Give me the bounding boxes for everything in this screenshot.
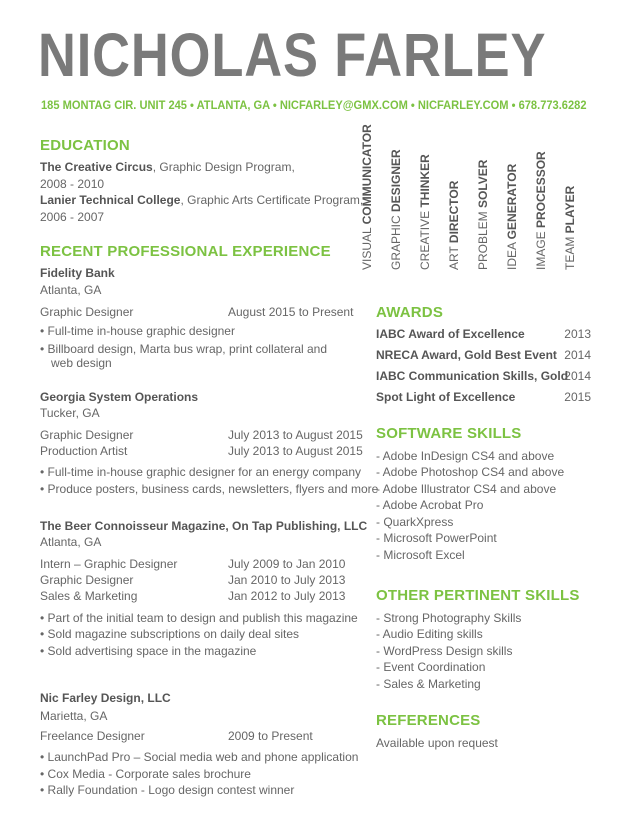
job-bullet-continued: web design — [51, 356, 112, 370]
job-title: Graphic Designer — [40, 305, 134, 319]
software-item: - Microsoft Excel — [376, 548, 465, 562]
award-name: Spot Light of Excellence — [376, 390, 516, 404]
job-dates: August 2015 to Present — [228, 305, 354, 319]
job-title: Freelance Designer — [40, 729, 145, 743]
award-year: 2014 — [564, 369, 591, 383]
job-title: Sales & Marketing — [40, 589, 138, 603]
software-item: - Microsoft PowerPoint — [376, 531, 497, 545]
job-dates: July 2013 to August 2015 — [228, 428, 363, 442]
job-dates: July 2013 to August 2015 — [228, 444, 363, 458]
trait-word: GRAPHIC — [389, 211, 403, 270]
awards-heading: AWARDS — [376, 304, 444, 321]
trait-word: ART — [447, 243, 461, 270]
education-item — [40, 192, 363, 208]
trait-word: IDEA — [505, 239, 519, 270]
school-name: The Creative Circus — [40, 160, 153, 174]
trait-word: PROBLEM — [476, 207, 490, 270]
program-name: , Graphic Design Program, — [152, 160, 295, 174]
software-heading: SOFTWARE SKILLS — [376, 425, 522, 442]
traits-list — [360, 124, 600, 270]
software-item: - QuarkXpress — [376, 515, 454, 529]
references-text: Available upon request — [376, 736, 498, 750]
trait — [418, 154, 432, 270]
award-year: 2014 — [564, 348, 591, 362]
award-name: IABC Communication Skills, Gold — [376, 369, 569, 383]
trait — [505, 164, 519, 270]
job-title: Intern – Graphic Designer — [40, 557, 178, 571]
education-item — [40, 159, 295, 175]
education-years: 2008 - 2010 — [40, 177, 105, 191]
software-item: - Adobe Illustrator CS4 and above — [376, 482, 557, 496]
trait-word-bold: GENERATOR — [505, 163, 519, 240]
company-location: Tucker, GA — [40, 406, 100, 420]
job-title: Graphic Designer — [40, 573, 134, 587]
company-name: The Beer Connoisseur Magazine, On Tap Publishing, LLC — [40, 519, 368, 533]
education-years: 2006 - 2007 — [40, 210, 105, 224]
resume-name: NICHOLAS FARLEY — [38, 21, 547, 89]
trait-word-bold: DIRECTOR — [447, 180, 461, 244]
job-title: Production Artist — [40, 444, 128, 458]
skill-item: - Sales & Marketing — [376, 677, 481, 691]
trait — [476, 160, 490, 270]
company-location: Atlanta, GA — [40, 535, 102, 549]
skill-item: - Strong Photography Skills — [376, 611, 522, 625]
school-name: Lanier Technical College — [40, 193, 181, 207]
job-bullet: • Produce posters, business cards, newsletters, flyers and more — [40, 482, 379, 496]
software-item: - Adobe Acrobat Pro — [376, 498, 484, 512]
job-dates: 2009 to Present — [228, 729, 313, 743]
references-heading: REFERENCES — [376, 712, 481, 729]
job-bullet: • Full-time in-house graphic designer — [40, 324, 235, 338]
job-title: Graphic Designer — [40, 428, 134, 442]
trait — [534, 151, 548, 270]
company-location: Marietta, GA — [40, 709, 108, 723]
trait-word-bold: PLAYER — [563, 185, 577, 234]
company-name: Fidelity Bank — [40, 266, 115, 280]
trait-word-bold: THINKER — [418, 154, 432, 208]
trait — [447, 181, 461, 270]
trait — [389, 149, 403, 270]
job-dates: July 2009 to Jan 2010 — [228, 557, 346, 571]
trait — [360, 124, 374, 270]
award-year: 2013 — [564, 327, 591, 341]
job-bullet: • Billboard design, Marta bus wrap, print collateral and — [40, 342, 328, 356]
job-bullet: • Rally Foundation - Logo design contest winner — [40, 783, 295, 797]
software-item: - Adobe InDesign CS4 and above — [376, 449, 555, 463]
award-name: IABC Award of Excellence — [376, 327, 525, 341]
job-dates: Jan 2010 to July 2013 — [228, 573, 346, 587]
trait — [563, 186, 577, 270]
trait-word-bold: DESIGNER — [389, 149, 403, 212]
skill-item: - Event Coordination — [376, 660, 486, 674]
contact-line: 185 MONTAG CIR. UNIT 245 • ATLANTA, GA • NICFARLEY@GMX.COM • NICFARLEY.COM • 678.773.6282 — [41, 98, 587, 112]
job-bullet: • Sold magazine subscriptions on daily deal sites — [40, 627, 300, 641]
job-dates: Jan 2012 to July 2013 — [228, 589, 346, 603]
job-bullet: • Sold advertising space in the magazine — [40, 644, 257, 658]
trait-word: CREATIVE — [418, 207, 432, 270]
award-year: 2015 — [564, 390, 591, 404]
trait-word-bold: PROCESSOR — [534, 151, 548, 228]
job-bullet: • LaunchPad Pro – Social media web and phone application — [40, 750, 359, 764]
skill-item: - Audio Editing skills — [376, 627, 483, 641]
company-name: Georgia System Operations — [40, 390, 199, 404]
job-bullet: • Full-time in-house graphic designer for an energy company — [40, 465, 362, 479]
software-item: - Adobe Photoshop CS4 and above — [376, 465, 565, 479]
job-bullet: • Cox Media - Corporate sales brochure — [40, 767, 251, 781]
other-skills-heading: OTHER PERTINENT SKILLS — [376, 587, 580, 604]
company-name: Nic Farley Design, LLC — [40, 691, 171, 705]
company-location: Atlanta, GA — [40, 283, 102, 297]
experience-heading: RECENT PROFESSIONAL EXPERIENCE — [40, 243, 331, 260]
skill-item: - WordPress Design skills — [376, 644, 513, 658]
award-name: NRECA Award, Gold Best Event — [376, 348, 557, 362]
trait-word: IMAGE — [534, 227, 548, 270]
trait-word-bold: SOLVER — [476, 159, 490, 208]
education-heading: EDUCATION — [40, 137, 130, 154]
program-name: , Graphic Arts Certificate Program, — [180, 193, 364, 207]
trait-word-bold: COMMUNICATOR — [360, 124, 374, 225]
job-bullet: • Part of the initial team to design and publish this magazine — [40, 611, 358, 625]
trait-word: VISUAL — [360, 224, 374, 270]
trait-word: TEAM — [563, 233, 577, 270]
